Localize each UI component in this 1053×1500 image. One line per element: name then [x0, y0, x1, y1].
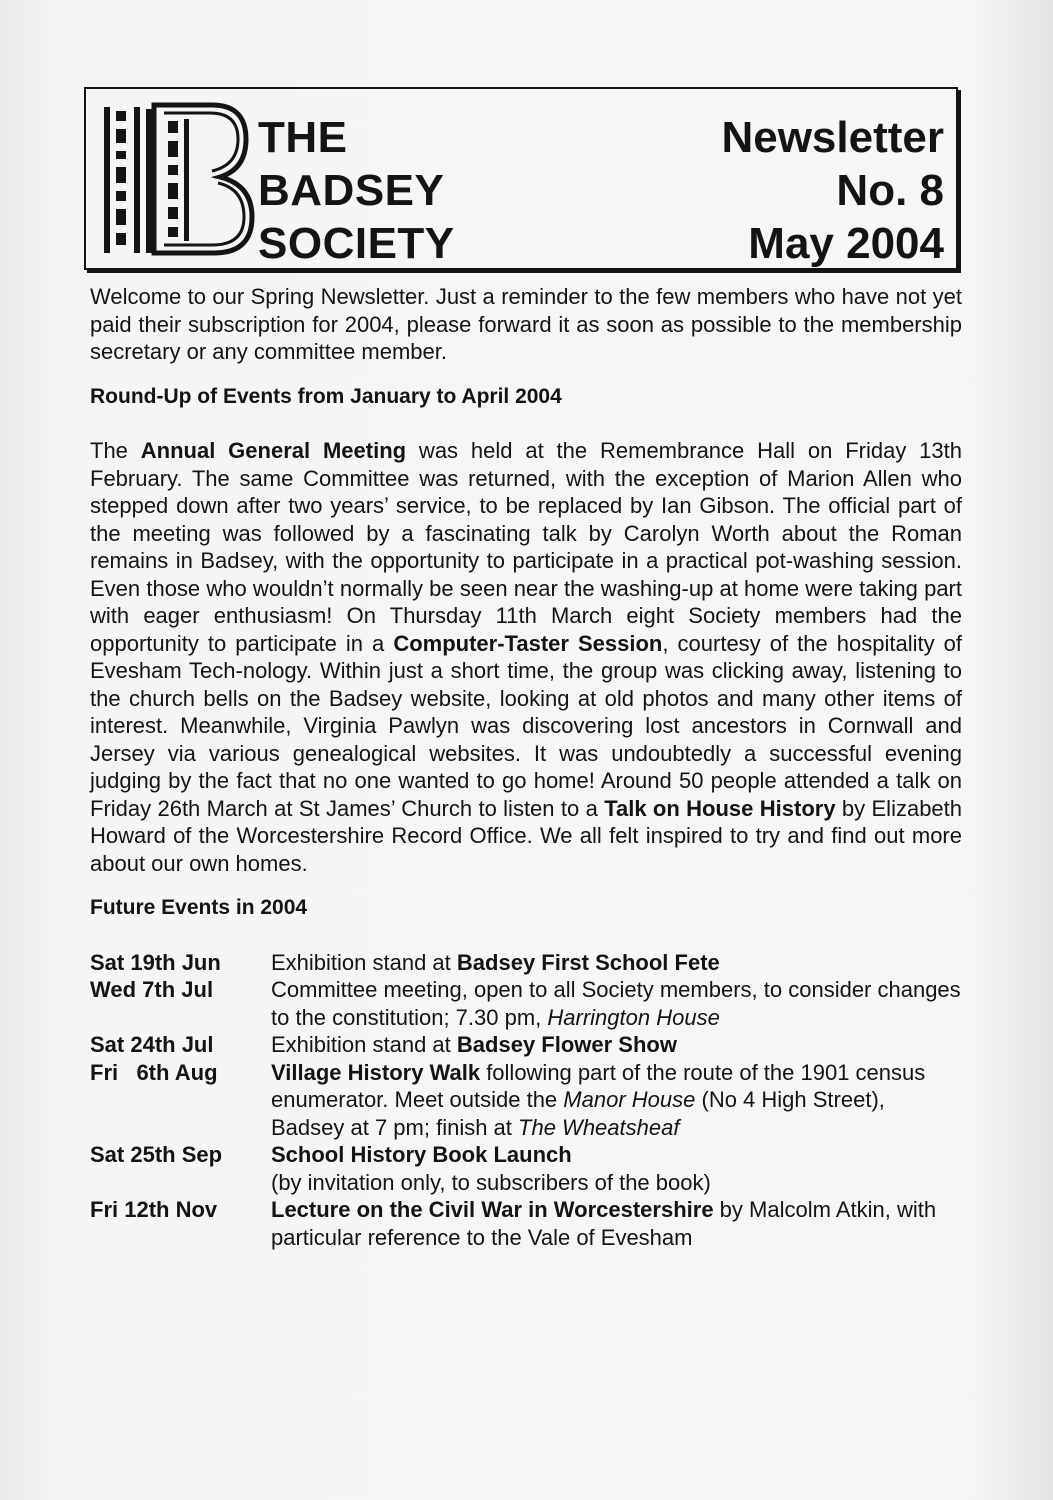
event-venue: Manor House	[563, 1087, 696, 1112]
event-emphasis: School History Book Launch	[271, 1142, 572, 1167]
roundup-text-3: , courtesy of the hospitality of Evesham Tech-nology. Within just a short time, the group was clicking away, listening to the church bells on the Badsey website, looking at old photos and many other items of interest. Meanwhile, Virginia Pawlyn was discovering lost ancestors in Cornwall and Jersey via various genealogical websites. It was undoubtedly a successful evening judging by the fact that no one wanted to go home! Around 50 people attended a talk on Friday 26th March at St James’ Church to listen to a	[90, 630, 962, 821]
society-name-line-1: THE	[258, 113, 348, 162]
event-date: Fri 12th Nov	[90, 1197, 218, 1222]
event-emphasis: Badsey Flower Show	[456, 1032, 677, 1057]
event-row	[90, 976, 962, 1031]
newsletter-label: Newsletter	[721, 113, 944, 162]
roundup-text-2: was held at the Remembrance Hall on Friday 13th February. The same Committee was returned, with the exception of Marion Allen who stepped down after two years’ service, to be replaced by Ian Gibson. The official part of the meeting was followed by a fascinating talk by Carolyn Worth about the Roman remains in Badsey, with the opportunity to participate in a practical pot-washing session. Even those who wouldn’t normally be seen near the washing-up at home were taking part with eager enthusiasm! On Thursday 11th March eight Society members had the opportunity to participate in a	[90, 438, 962, 656]
event-date: Sat 24th Jul	[90, 1032, 214, 1057]
roundup-heading: Round-Up of Events from January to April 2004	[90, 384, 562, 408]
event-text: by Malcolm Atkin, with particular reference to the Vale of Evesham	[271, 1197, 937, 1250]
house-history-emphasis: Talk on House History	[604, 795, 836, 821]
event-text: (No 4 High Street), Badsey at 7 pm; finish at	[271, 1087, 885, 1140]
event-date: Sat 19th Jun	[90, 949, 221, 975]
issue-info	[721, 111, 944, 270]
event-emphasis: Badsey First School Fete	[456, 949, 720, 975]
issue-date: May 2004	[748, 219, 944, 268]
future-events-list	[90, 949, 962, 1252]
event-text: Exhibition stand at	[271, 1032, 457, 1057]
event-row	[90, 1059, 962, 1142]
event-description	[271, 1031, 962, 1059]
roundup-text-4: by Elizabeth Howard of the Worcestershire Record Office. We all felt inspired to try and find out more about our own homes.	[90, 795, 963, 876]
event-row	[90, 949, 962, 977]
event-date: Fri 6th Aug	[90, 1059, 218, 1085]
event-description	[271, 976, 962, 1031]
event-row	[90, 1196, 962, 1251]
event-description	[271, 1196, 962, 1251]
future-events-heading: Future Events in 2004	[90, 896, 308, 919]
event-text: Exhibition stand at	[271, 949, 457, 975]
event-description	[271, 1141, 962, 1196]
event-date: Wed 7th Jul	[90, 977, 214, 1002]
event-emphasis: Lecture on the Civil War in Worcestershire	[271, 1197, 714, 1222]
society-name-line-3: SOCIETY	[258, 219, 455, 268]
event-emphasis: Village History Walk	[271, 1059, 481, 1085]
roundup-paragraph	[90, 437, 962, 877]
issue-number: No. 8	[836, 166, 944, 215]
badsey-society-logo	[94, 99, 264, 259]
event-text: Committee meeting, open to all Society members, to consider changes to the constitution; 7.30 pm,	[271, 977, 961, 1030]
roundup-text-1: The	[90, 438, 141, 463]
event-venue: The Wheatsheaf	[518, 1114, 680, 1140]
event-row	[90, 1141, 962, 1196]
event-venue: Harrington House	[547, 1004, 720, 1030]
agm-emphasis: Annual General Meeting	[140, 438, 407, 463]
event-row	[90, 1031, 962, 1059]
event-text: following part of the route of the 1901 census enumerator. Meet outside the	[271, 1059, 926, 1112]
society-name	[258, 111, 455, 270]
masthead	[84, 87, 958, 270]
computer-taster-emphasis: Computer-Taster Session	[393, 630, 663, 656]
newsletter-body	[90, 283, 962, 1251]
welcome-paragraph: Welcome to our Spring Newsletter. Just a reminder to the few members who have not yet paid their subscription for 2004, please forward it as soon as possible to the membership secretary or any committee member.	[90, 284, 962, 364]
society-name-line-2: BADSEY	[258, 166, 445, 215]
event-description	[271, 949, 962, 977]
event-date: Sat 25th Sep	[90, 1142, 223, 1167]
event-description	[271, 1059, 962, 1142]
event-text: (by invitation only, to subscribers of the book)	[271, 1169, 711, 1195]
